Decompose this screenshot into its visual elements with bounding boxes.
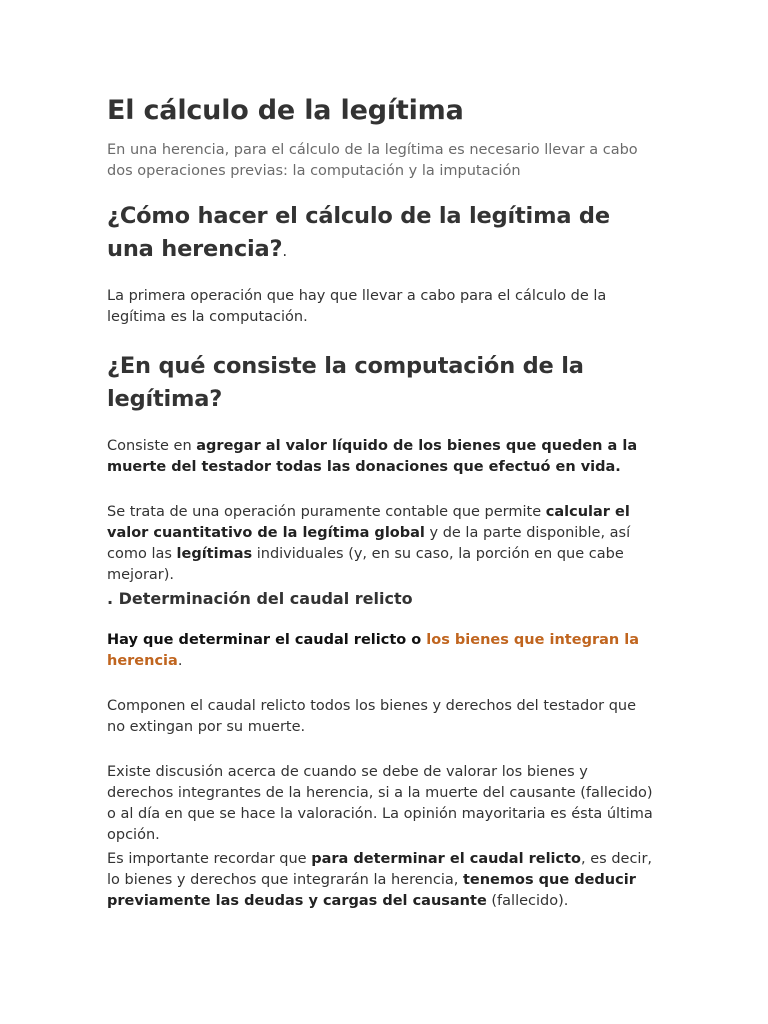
text-run: Se trata de una operación puramente contable que permite	[107, 504, 546, 520]
paragraph-determinar-caudal	[107, 630, 657, 672]
article-subtitle: En una herencia, para el cálculo de la legítima es necesario llevar a cabo dos operaciones previas: la computación y la imputación	[107, 142, 638, 179]
text-run: (fallecido).	[486, 893, 569, 909]
page-title: El cálculo de la legítima	[107, 95, 464, 126]
text-run: Consiste en	[107, 438, 197, 454]
paragraph-componen: Componen el caudal relicto todos los bienes y derechos del testador que no extingan por su muerte.	[107, 698, 637, 735]
section-heading-como-hacer	[107, 200, 657, 268]
text-run: individuales (y, en su caso, la porción en que cabe mejorar).	[107, 546, 624, 583]
text-run: , es decir, lo bienes y derechos que integrarán la herencia,	[107, 851, 653, 888]
paragraph-operacion-contable	[107, 502, 657, 586]
bold-text-run: legítimas	[176, 546, 253, 562]
link-bienes-herencia[interactable]: los bienes que integran la herencia	[107, 632, 640, 669]
section-heading-en-que-consiste: ¿En qué consiste la computación de la legítima?	[107, 353, 584, 412]
paragraph-importante	[107, 849, 657, 912]
bold-text-run: para determinar el caudal relicto	[311, 851, 582, 867]
text-run: Es importante recordar que	[107, 851, 312, 867]
bold-text-run: agregar al valor líquido de los bienes que queden a la muerte del testador todas las donaciones que efectuó en vida.	[107, 438, 638, 475]
text-run: .	[177, 653, 183, 669]
bold-text-run: Hay que determinar el caudal relicto o	[107, 632, 427, 648]
paragraph-consiste-en	[107, 436, 657, 478]
bold-text-run: calcular el valor cuantitativo de la legítima global	[107, 504, 630, 541]
bold-text-run: tenemos que deducir previamente las deudas y cargas del causante	[107, 872, 636, 909]
heading-text: ¿Cómo hacer el cálculo de la legítima de una herencia?	[107, 203, 610, 262]
paragraph-primera-operacion: La primera operación que hay que llevar a cabo para el cálculo de la legítima es la computación.	[107, 288, 607, 325]
text-run: y de la parte disponible, así como las	[107, 525, 631, 562]
paragraph-discusion: Existe discusión acerca de cuando se debe de valorar los bienes y derechos integrantes de la herencia, si a la muerte del causante (fallecido) o al día en que se hace la valoración. La opinión mayoritaria es ésta última opción.	[107, 764, 653, 843]
heading-suffix: .	[282, 242, 287, 260]
section-heading-caudal-relicto: . Determinación del caudal relicto	[107, 589, 413, 608]
